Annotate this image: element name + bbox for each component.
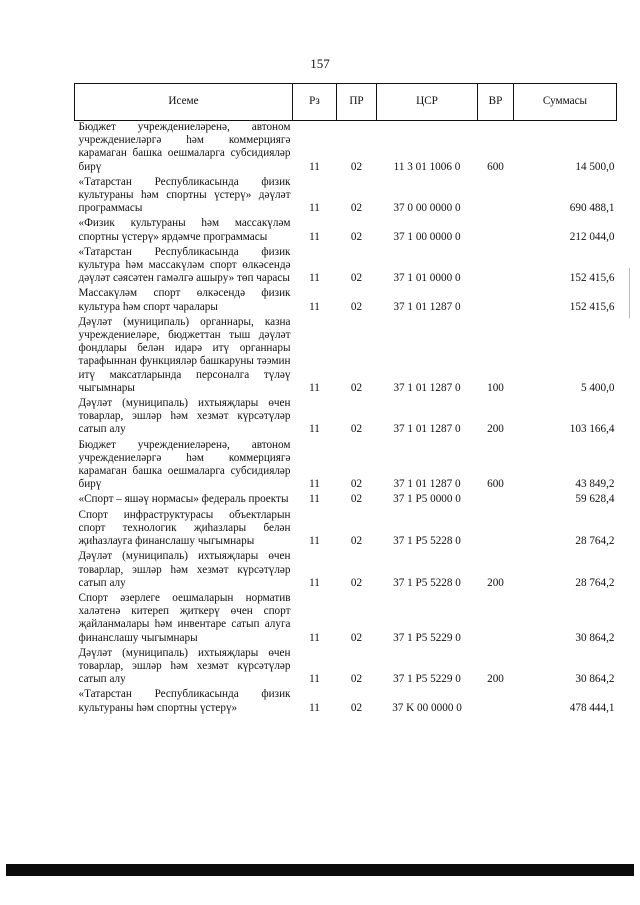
row-pr: 02 (350, 230, 363, 243)
page-number: 157 (310, 56, 330, 71)
row-csr: 37 1 01 1287 0 (393, 300, 461, 313)
row-sum: 690 488,1 (569, 202, 615, 215)
row-name: «Татарстан Республикасында физик культураны һәм спортны үстерү» дәүләт программасы (78, 175, 291, 215)
row-name: Бюджет учреждениеләренә, автоном учреждениеләргә һәм коммерциягә карамаган башка оешмаларга субсидияләр бирү (78, 121, 291, 173)
row-pr: 02 (350, 631, 363, 644)
header-sum: Суммасы (514, 84, 617, 121)
table-row (75, 550, 617, 592)
row-sum: 103 166,4 (569, 423, 615, 436)
budget-table (74, 83, 617, 717)
scan-bottom-bar (6, 864, 634, 876)
table-row (75, 176, 617, 218)
row-rz: 11 (309, 160, 320, 173)
row-sum: 59 628,4 (575, 493, 615, 506)
table-row (75, 287, 617, 315)
table-row (75, 509, 617, 551)
row-vr (478, 688, 514, 716)
row-rz: 11 (309, 230, 320, 243)
row-pr: 02 (350, 300, 363, 313)
row-sum: 30 864,2 (575, 673, 615, 686)
row-vr (478, 217, 514, 245)
row-rz: 11 (309, 673, 320, 686)
row-sum: 30 864,2 (575, 631, 615, 644)
row-csr: 37 1 01 1287 0 (393, 381, 461, 394)
row-rz: 11 (309, 535, 320, 548)
row-vr: 200 (487, 673, 504, 686)
row-csr: 37 0 00 0000 0 (393, 202, 461, 215)
row-pr: 02 (350, 202, 363, 215)
table-row (75, 647, 617, 689)
row-vr: 100 (487, 381, 504, 394)
row-vr: 200 (487, 576, 504, 589)
table-row (75, 246, 617, 288)
row-csr: 37 1 P5 5229 0 (393, 631, 461, 644)
row-sum: 43 849,2 (575, 478, 615, 491)
row-csr: 37 1 P5 5228 0 (393, 576, 461, 589)
row-rz: 11 (309, 631, 320, 644)
row-pr: 02 (350, 576, 363, 589)
scan-edge-mark (629, 268, 630, 318)
row-csr: 11 3 01 1006 0 (393, 160, 461, 173)
row-rz: 11 (309, 300, 320, 313)
table-row (75, 217, 617, 245)
row-vr (478, 493, 514, 508)
table-row (75, 397, 617, 439)
row-name: Спорт әзерлеге оешмаларын норматив халәтенә китереп җиткерү өчен спорт җайланмалары һәм инвентаре сатып алуга финанслашу чыгымнары (78, 591, 291, 644)
row-name: Массакүләм спорт өлкәсендә физик культура һәм спорт чаралары (78, 287, 291, 313)
row-rz: 11 (309, 701, 320, 714)
header-name: Исеме (75, 84, 293, 121)
row-vr (478, 592, 514, 647)
table-row (75, 592, 617, 647)
row-rz: 11 (309, 493, 320, 506)
row-pr: 02 (350, 478, 363, 491)
row-sum: 5 400,0 (580, 381, 615, 394)
header-pr: ПР (337, 84, 377, 121)
row-vr (478, 509, 514, 551)
row-sum: 14 500,0 (575, 160, 615, 173)
row-csr: 37 1 01 0000 0 (393, 272, 461, 285)
row-vr: 600 (487, 160, 504, 173)
row-name: Бюджет учреждениеләренә, автоном учреждениеләргә һәм коммерциягә карамаган башка оешмаларга субсидияләр бирү (78, 438, 291, 491)
row-rz: 11 (309, 478, 320, 491)
row-pr: 02 (350, 701, 363, 714)
row-name: «Спорт – яшәү нормасы» федераль проекты (78, 493, 289, 506)
row-sum: 152 415,6 (569, 300, 615, 313)
table-row (75, 493, 617, 508)
row-pr: 02 (350, 493, 363, 506)
row-pr: 02 (350, 535, 363, 548)
table-row (75, 316, 617, 397)
row-pr: 02 (350, 381, 363, 394)
row-name: Дәүләт (муниципаль) ихтыяҗлары өчен товарлар, эшләр һәм хезмәт күрсәтүләр сатып алу (78, 646, 291, 686)
row-name: Дәүләт (муниципаль) ихтыяҗлары өчен товарлар, эшләр һәм хезмәт күрсәтүләр сатып алу (78, 550, 291, 589)
header-csr: ЦСР (377, 84, 478, 121)
row-rz: 11 (309, 576, 320, 589)
table-row (75, 439, 617, 494)
row-csr: 37 1 00 0000 0 (393, 230, 461, 243)
row-sum: 212 044,0 (569, 230, 615, 243)
row-vr (478, 246, 514, 288)
row-csr: 37 1 P5 5229 0 (393, 673, 461, 686)
row-csr: 37 1 P5 5228 0 (393, 535, 461, 548)
row-csr: 37 1 P5 0000 0 (393, 493, 461, 506)
row-rz: 11 (309, 423, 320, 436)
row-sum: 478 444,1 (569, 701, 615, 714)
row-vr (478, 287, 514, 315)
table-row (75, 121, 617, 176)
row-name: «Физик культураны һәм массакүләм спортны үстерү» ярдәмче программасы (78, 217, 291, 243)
row-sum: 152 415,6 (569, 272, 615, 285)
row-sum: 28 764,2 (575, 576, 615, 589)
header-vr: ВР (478, 84, 514, 121)
budget-table-container (74, 83, 616, 717)
row-name: «Татарстан Республикасында физик культура һәм массакүләм спорт өлкәсендә дәүләт сәясәтен гамәлгә ашыру» төп чарасы (78, 245, 291, 285)
row-pr: 02 (350, 272, 363, 285)
row-pr: 02 (350, 160, 363, 173)
row-vr (478, 176, 514, 218)
row-rz: 11 (309, 272, 320, 285)
row-rz: 11 (309, 202, 320, 215)
row-name: Спорт инфраструктурасы объектларын спорт технологик җиһазлары белән җиһазлауга финанслашу чыгымнары (78, 508, 291, 548)
row-pr: 02 (350, 423, 363, 436)
row-name: «Татарстан Республикасында физик культураны һәм спортны үстерү» (78, 688, 291, 714)
row-vr: 600 (487, 478, 504, 491)
table-header-row (75, 84, 617, 121)
table-row (75, 688, 617, 716)
row-csr: 37 1 01 1287 0 (393, 423, 461, 436)
row-name: Дәүләт (муниципаль) органнары, казна учреждениеләре, бюджеттан тыш дәүләт фондлары белән идарә итү органнары тарафыннан функцияләр башкаруны тәэмин итү максатларында персоналга түләү чыгымнары (78, 315, 291, 394)
row-rz: 11 (309, 381, 320, 394)
row-vr: 200 (487, 423, 504, 436)
header-rz: Рз (293, 84, 337, 121)
row-name: Дәүләт (муниципаль) ихтыяҗлары өчен товарлар, эшләр һәм хезмәт күрсәтүләр сатып алу (78, 397, 291, 436)
row-csr: 37 K 00 0000 0 (392, 701, 462, 714)
row-pr: 02 (350, 673, 363, 686)
row-csr: 37 1 01 1287 0 (393, 478, 461, 491)
row-sum: 28 764,2 (575, 535, 615, 548)
